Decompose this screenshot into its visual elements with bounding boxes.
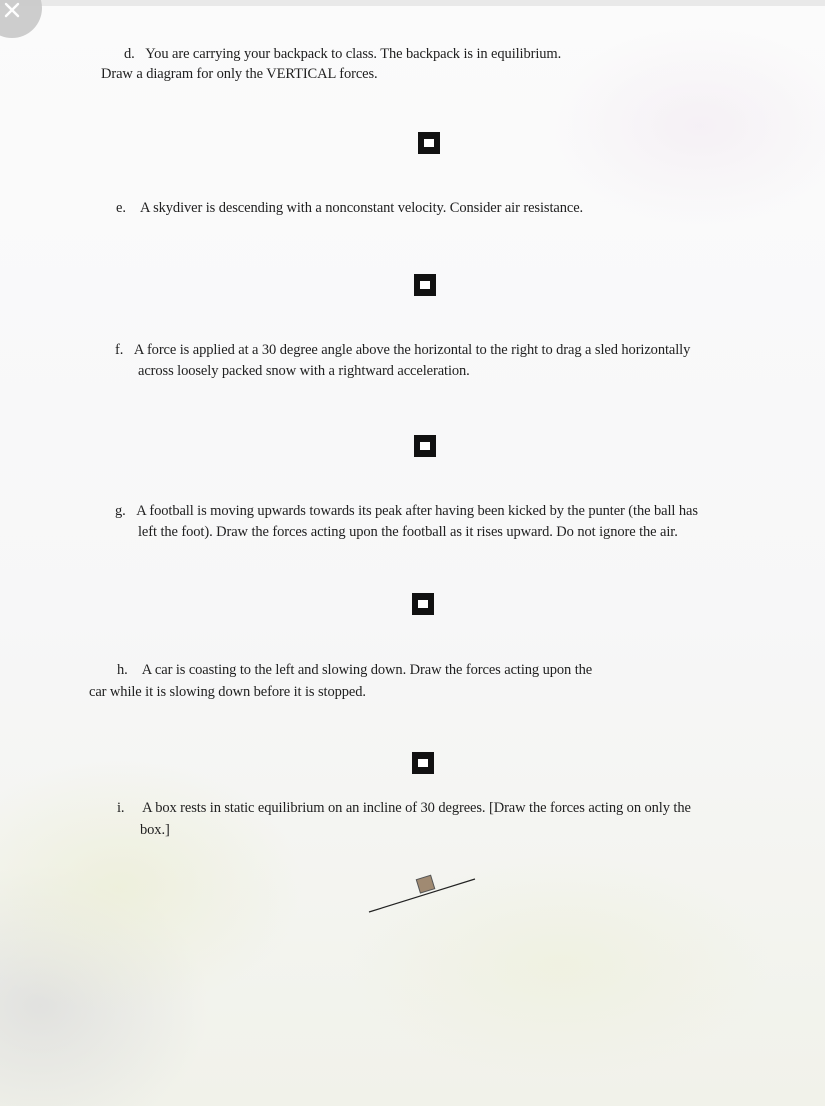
question-i-text-1: A box rests in static equilibrium on an incline of 30 degrees. [Draw the forces acting on only the [142, 800, 691, 816]
question-h-text-1: A car is coasting to the left and slowing down. Draw the forces acting upon the [141, 662, 593, 678]
question-g-line-1 [115, 501, 698, 521]
question-h-letter: h. [117, 662, 128, 678]
question-e-text-1: A skydiver is descending with a nonconstant velocity. Consider air resistance. [139, 200, 584, 216]
close-icon [4, 2, 20, 18]
question-f-line-1 [115, 340, 690, 360]
question-i-text-2: box.] [140, 822, 170, 838]
question-d-line-1 [124, 44, 561, 64]
question-g-letter: g. [115, 503, 126, 519]
question-d-text-2: Draw a diagram for only the VERTICAL forces. [101, 66, 378, 82]
question-g-text-2: left the foot). Draw the forces acting upon the football as it rises upward. Do not ignore the air. [138, 524, 678, 540]
question-f-text-2: across loosely packed snow with a rightward acceleration. [138, 363, 470, 379]
object-square-icon [418, 132, 440, 154]
question-e-line-1 [116, 198, 583, 218]
question-h-text-2: car while it is slowing down before it is stopped. [89, 684, 366, 700]
question-d-text-1: You are carrying your backpack to class. The backpack is in equilibrium. [145, 46, 562, 62]
object-square-icon [414, 274, 436, 296]
question-f-letter: f. [115, 342, 124, 358]
incline-diagram [366, 874, 478, 918]
question-i-letter: i. [117, 800, 125, 816]
object-square-icon [412, 752, 434, 774]
worksheet-page [0, 6, 825, 1106]
box-icon [416, 875, 434, 893]
question-i-line-1 [117, 798, 691, 818]
object-square-icon [414, 435, 436, 457]
question-g-text-1: A football is moving upwards towards its peak after having been kicked by the punter (the ball has [136, 503, 698, 519]
question-h-line-1 [117, 660, 592, 680]
question-d-letter: d. [124, 46, 135, 62]
object-square-icon [412, 593, 434, 615]
question-f-text-1: A force is applied at a 30 degree angle above the horizontal to the right to drag a sled horizontally [133, 342, 691, 358]
question-e-letter: e. [116, 200, 126, 216]
